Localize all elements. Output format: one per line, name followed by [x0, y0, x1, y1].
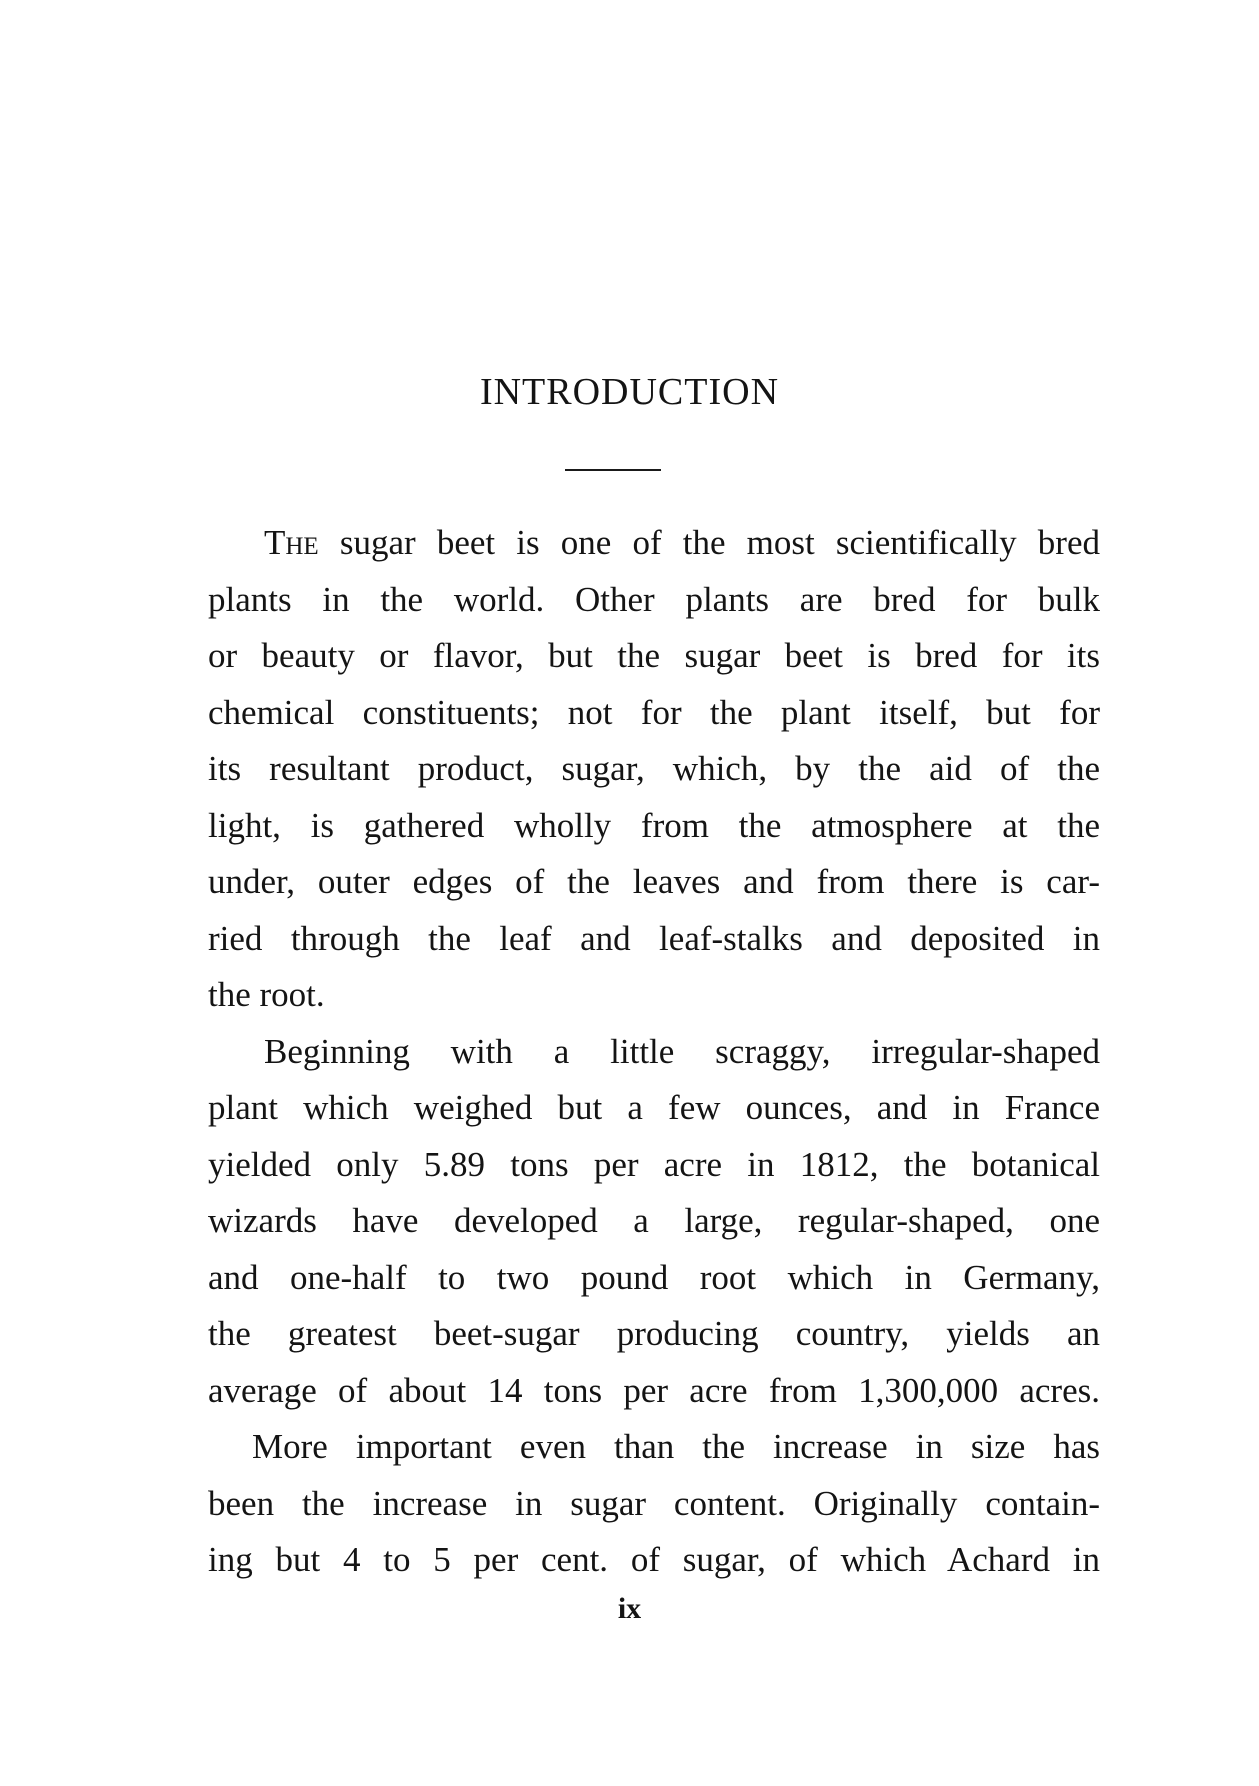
- text-line: ing but 4 to 5 per cent. of sugar, of which Achard in: [208, 1540, 1100, 1579]
- paragraph-3: [152, 1419, 1100, 1589]
- text-line: [152, 515, 1100, 572]
- text-line: under, outer edges of the leaves and from there is car-: [208, 862, 1100, 901]
- text-line: plants in the world. Other plants are bred for bulk: [208, 579, 1100, 619]
- text-line: or beauty or flavor, but the sugar beet is bred for its: [208, 636, 1100, 675]
- paragraph-1: [152, 515, 1100, 1024]
- text-line: Beginning with a little scraggy, irregular-shaped: [264, 1031, 1100, 1071]
- text-line: chemical constituents; not for the plant itself, but for: [208, 692, 1100, 732]
- body-text: [152, 515, 1100, 1589]
- text-line: ried through the leaf and leaf-stalks and deposited in: [208, 918, 1100, 958]
- text-line: the greatest beet-sugar producing country, yields an: [208, 1314, 1100, 1353]
- text-line: plant which weighed but a few ounces, and in France: [208, 1088, 1100, 1127]
- text-line: been the increase in sugar content. Originally contain-: [208, 1483, 1100, 1523]
- text-line: and one-half to two pound root which in Germany,: [208, 1257, 1100, 1297]
- text-line: wizards have developed a large, regular-shaped, one: [208, 1201, 1100, 1240]
- text-line: average of about 14 tons per acre from 1,300,000 acres.: [208, 1370, 1100, 1410]
- text-line: More important even than the increase in size has: [252, 1427, 1100, 1466]
- text-line: yielded only 5.89 tons per acre in 1812, the botanical: [208, 1144, 1100, 1184]
- title-rule: [565, 469, 661, 471]
- paragraph-2: [152, 1024, 1100, 1420]
- lead-word: The: [264, 523, 319, 562]
- text-line-fragment: sugar beet is one of the most scientifically bred: [318, 523, 1100, 562]
- text-line: light, is gathered wholly from the atmosphere at the: [208, 805, 1100, 845]
- text-line: the root.: [208, 975, 325, 1014]
- chapter-title: INTRODUCTION: [479, 371, 780, 413]
- page-number: ix: [617, 1592, 642, 1625]
- text-line: its resultant product, sugar, which, by the aid of the: [208, 749, 1100, 788]
